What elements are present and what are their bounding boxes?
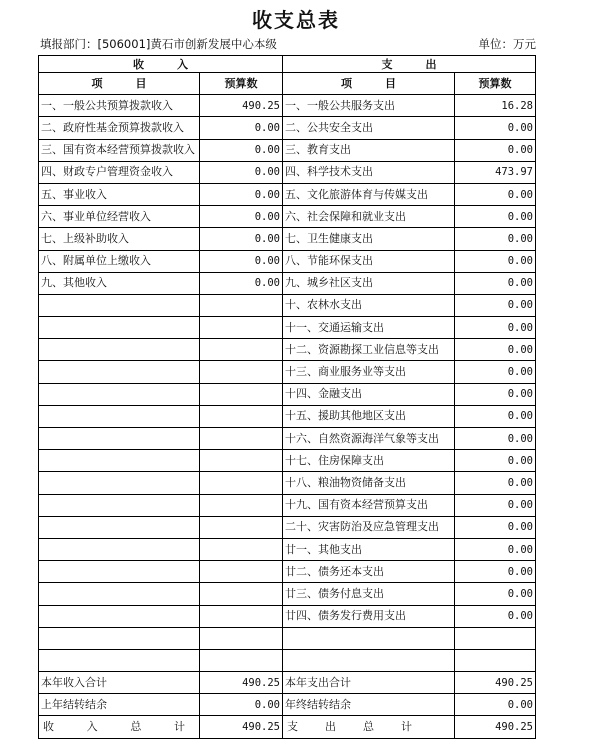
expense-budget-cell: 473.97 [455,161,536,183]
expense-item-cell: 十五、援助其他地区支出 [283,405,455,427]
income-item-cell [39,317,200,339]
table-row [39,383,536,405]
income-item-cell: 七、上级补助收入 [39,228,200,250]
expense-item-cell: 九、城乡社区支出 [283,272,455,294]
expense-budget-cell: 0.00 [455,694,536,716]
expense-total-char: 总 [363,720,374,734]
income-item-cell: 本年收入合计 [39,672,200,694]
expense-item-cell: 十四、金融支出 [283,383,455,405]
income-budget-cell: 490.25 [200,672,283,694]
table-row [39,627,536,649]
income-group-header: 收 入 [39,56,283,73]
table-row [39,405,536,427]
expense-budget-cell: 490.25 [455,672,536,694]
income-item-cell [39,494,200,516]
income-budget-cell: 0.00 [200,183,283,205]
expense-item-cell: 廿一、其他支出 [283,538,455,560]
income-budget-cell [200,516,283,538]
table-body [39,95,536,716]
unit-label: 单位：万元 [478,37,536,51]
expense-item-cell: 六、社会保障和就业支出 [283,206,455,228]
income-item-cell [39,627,200,649]
income-budget-cell: 0.00 [200,272,283,294]
expense-total-char: 支 [287,720,298,734]
income-budget-cell: 0.00 [200,228,283,250]
income-item-cell [39,405,200,427]
table-row [39,228,536,250]
income-total-char: 收 [43,720,54,734]
table-row [39,95,536,117]
income-total-char: 总 [130,720,142,734]
income-budget-cell [200,450,283,472]
table-row [39,183,536,205]
income-total-char: 计 [173,720,185,734]
income-budget-cell: 0.00 [200,694,283,716]
expense-budget-cell: 0.00 [455,339,536,361]
income-item-cell: 六、事业单位经营收入 [39,206,200,228]
income-total-label [39,716,200,738]
income-item-cell [39,538,200,560]
expense-budget-cell: 0.00 [455,272,536,294]
table-row [39,694,536,716]
income-item-cell [39,605,200,627]
income-budget-cell [200,405,283,427]
expense-item-cell: 二、公共安全支出 [283,117,455,139]
income-expense-table [38,55,536,739]
income-item-cell: 四、财政专户管理资金收入 [39,161,200,183]
income-budget-cell [200,627,283,649]
expense-budget-cell: 0.00 [455,183,536,205]
expense-item-cell: 十、农林水支出 [283,294,455,316]
expense-item-cell: 十九、国有资本经营预算支出 [283,494,455,516]
reporting-dept: 填报部门：[506001]黄石市创新发展中心本级 [40,37,277,51]
income-item-cell [39,428,200,450]
expense-budget-cell: 0.00 [455,605,536,627]
expense-item-cell: 四、科学技术支出 [283,161,455,183]
income-budget-cell: 0.00 [200,250,283,272]
expense-item-cell: 十六、自然资源海洋气象等支出 [283,428,455,450]
expense-item-cell: 廿四、债务发行费用支出 [283,605,455,627]
income-budget-cell [200,561,283,583]
expense-budget-cell: 16.28 [455,95,536,117]
expense-budget-cell: 0.00 [455,428,536,450]
expense-budget-cell: 0.00 [455,117,536,139]
table-row [39,649,536,671]
income-budget-cell [200,583,283,605]
income-budget-cell [200,472,283,494]
expense-budget-header: 预算数 [455,73,536,95]
income-item-cell: 一、一般公共预算拨款收入 [39,95,200,117]
income-item-cell [39,361,200,383]
expense-budget-cell [455,627,536,649]
expense-item-cell: 廿三、债务付息支出 [283,583,455,605]
income-budget-cell [200,294,283,316]
income-item-cell [39,583,200,605]
expense-budget-cell: 0.00 [455,361,536,383]
expense-item-cell: 三、教育支出 [283,139,455,161]
table-row [39,583,536,605]
income-budget-cell [200,605,283,627]
expense-item-cell [283,627,455,649]
expense-item-header: 项 目 [283,73,455,95]
income-item-cell [39,472,200,494]
table-row [39,538,536,560]
table-row [39,206,536,228]
income-item-cell: 九、其他收入 [39,272,200,294]
expense-item-cell: 二十、灾害防治及应急管理支出 [283,516,455,538]
table-row [39,294,536,316]
expense-item-cell: 十一、交通运输支出 [283,317,455,339]
expense-budget-cell: 0.00 [455,250,536,272]
expense-budget-cell: 0.00 [455,383,536,405]
expense-budget-cell: 0.00 [455,206,536,228]
expense-item-cell: 廿二、债务还本支出 [283,561,455,583]
income-budget-cell: 0.00 [200,139,283,161]
expense-budget-cell: 0.00 [455,405,536,427]
expense-budget-cell: 0.00 [455,538,536,560]
income-item-cell [39,516,200,538]
table-row [39,605,536,627]
expense-total-char: 出 [325,720,336,734]
grand-total-row [39,716,536,738]
expense-budget-cell: 0.00 [455,139,536,161]
table-row [39,450,536,472]
table-row [39,139,536,161]
income-budget-header: 预算数 [200,73,283,95]
income-budget-cell [200,494,283,516]
income-item-cell [39,450,200,472]
table-row [39,317,536,339]
income-item-cell [39,383,200,405]
expense-total-value: 490.25 [455,716,536,738]
income-item-header: 项 目 [39,73,200,95]
income-budget-cell [200,649,283,671]
income-budget-cell [200,361,283,383]
expense-item-cell: 八、节能环保支出 [283,250,455,272]
expense-total-label [283,716,455,738]
income-budget-cell: 0.00 [200,161,283,183]
income-item-cell [39,339,200,361]
table-row [39,428,536,450]
income-budget-cell: 0.00 [200,117,283,139]
income-budget-cell: 0.00 [200,206,283,228]
table-row [39,361,536,383]
income-item-cell: 八、附属单位上缴收入 [39,250,200,272]
table-row [39,250,536,272]
table-row [39,472,536,494]
income-budget-cell [200,317,283,339]
income-total-char: 入 [86,720,98,734]
table-row [39,516,536,538]
income-total-value: 490.25 [200,716,283,738]
expense-budget-cell: 0.00 [455,472,536,494]
expense-item-cell: 十二、资源勘探工业信息等支出 [283,339,455,361]
expense-total-char: 计 [401,720,412,734]
expense-item-cell: 七、卫生健康支出 [283,228,455,250]
table-row [39,494,536,516]
income-budget-cell [200,383,283,405]
income-item-cell [39,561,200,583]
expense-budget-cell: 0.00 [455,516,536,538]
income-item-cell [39,649,200,671]
income-budget-cell [200,428,283,450]
table-row [39,161,536,183]
income-budget-cell: 490.25 [200,95,283,117]
expense-budget-cell: 0.00 [455,583,536,605]
expense-budget-cell: 0.00 [455,561,536,583]
table-row [39,561,536,583]
expense-item-cell: 本年支出合计 [283,672,455,694]
income-item-cell: 三、国有资本经营预算拨款收入 [39,139,200,161]
income-item-cell [39,294,200,316]
page-title: 收支总表 [252,8,340,32]
expense-item-cell [283,649,455,671]
expense-budget-cell: 0.00 [455,228,536,250]
expense-item-cell: 十八、粮油物资储备支出 [283,472,455,494]
expense-budget-cell: 0.00 [455,317,536,339]
expense-budget-cell: 0.00 [455,450,536,472]
table-row [39,672,536,694]
expense-item-cell: 一、一般公共服务支出 [283,95,455,117]
income-item-cell: 上年结转结余 [39,694,200,716]
income-item-cell: 二、政府性基金预算拨款收入 [39,117,200,139]
expense-item-cell: 十三、商业服务业等支出 [283,361,455,383]
expense-item-cell: 年终结转结余 [283,694,455,716]
expense-budget-cell: 0.00 [455,294,536,316]
expense-group-header: 支 出 [283,56,536,73]
table-row [39,339,536,361]
expense-item-cell: 五、文化旅游体育与传媒支出 [283,183,455,205]
table-row [39,117,536,139]
table-row [39,272,536,294]
income-item-cell: 五、事业收入 [39,183,200,205]
expense-item-cell: 十七、住房保障支出 [283,450,455,472]
income-budget-cell [200,339,283,361]
expense-budget-cell [455,649,536,671]
expense-budget-cell: 0.00 [455,494,536,516]
income-budget-cell [200,538,283,560]
